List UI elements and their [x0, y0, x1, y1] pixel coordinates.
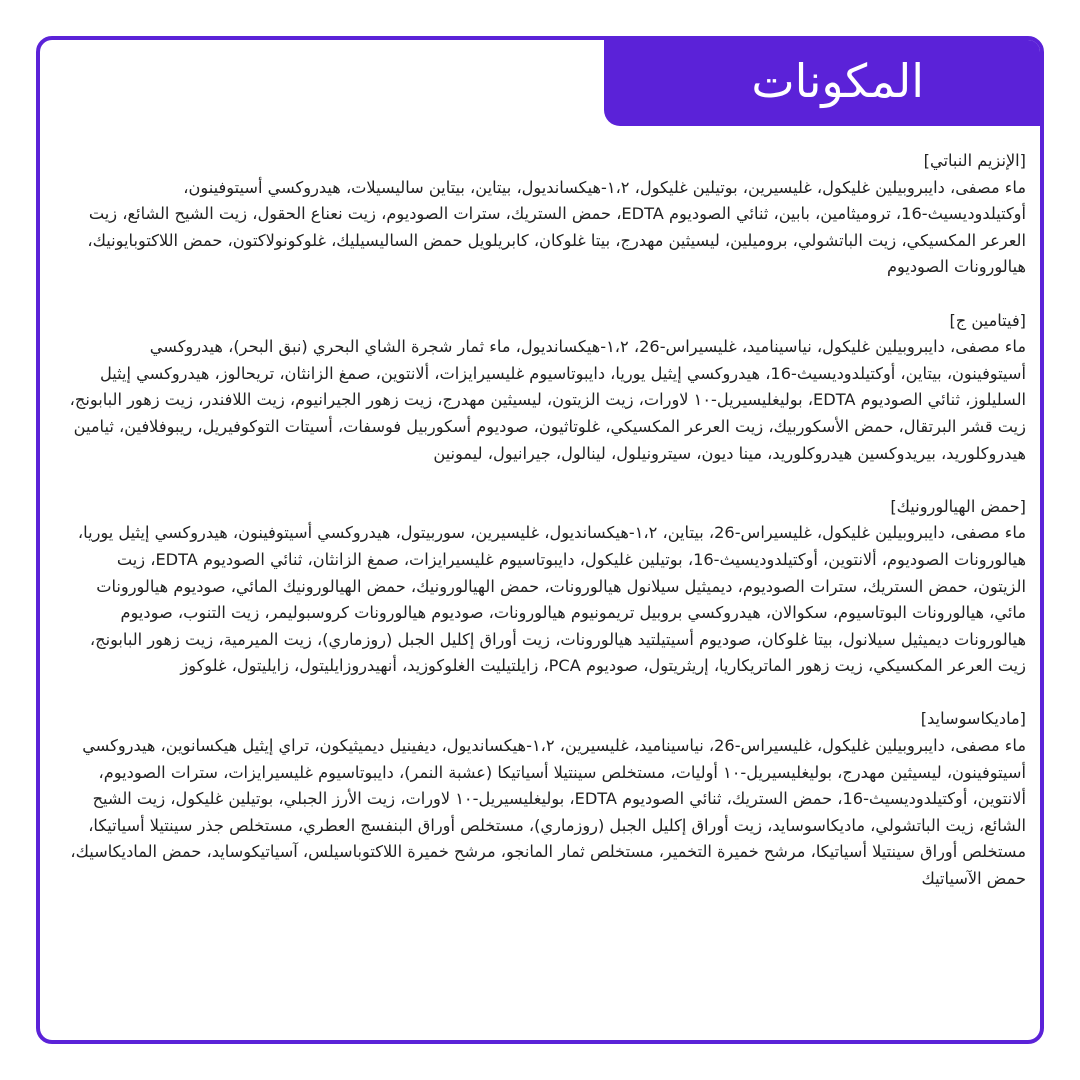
section-heading: [الإنزيم النباتي] [923, 151, 1026, 170]
page-title: المكونات [751, 54, 924, 108]
section-plant-enzyme [68, 148, 1026, 281]
ingredients-list [68, 148, 1026, 1020]
section-ingredients: ماء مصفى، دايبروبيلين غليكول، غليسيراس-26، نياسيناميد، غليسيرين، ١،٢-هيكسانديول، ديفينيل ديميثيكون، تراي إيثيل هيكسانوين، هيدروكسي أسيتوفينون، ليسيثين مهدرج، بوليغليسيريل-١٠ أوليات، مستخلص سينتيلا أسياتيكا (عشبة النمر)، دايبوتاسيوم غليسيرايزات، سترات الصوديوم، ألانتوين، أوكتيلدوديسيث-16، حمض الستريك، ثنائي الصوديوم EDTA، بوليغليسيريل-١٠ لاورات، زيت الأرز الجبلي، بوتيلين غليكول، زيت الشيح الشائع، زيت الباتشولي، ماديكاسوسايد، زيت أوراق إكليل الجبل (روزماري)، مستخلص أوراق البنفسج العطري، مستخلص جذر سينتيلا أسياتيكا، مستخلص أوراق سينتيلا أسياتيكا، مرشح خميرة التخمير، مستخلص ثمار المانجو، مرشح خميرة اللاكتوباسيلس، آسياتيكوسايد، حمض الماديكاسيك، حمض الآسياتيك [70, 736, 1026, 889]
section-vitamin-c [68, 308, 1026, 468]
section-madecassoside [68, 706, 1026, 892]
ingredients-card [36, 36, 1044, 1044]
title-banner [604, 36, 1044, 126]
section-heading: [فيتامين ج] [949, 310, 1026, 330]
section-ingredients: ماء مصفى، دايبروبيلين غليكول، نياسيناميد، غليسيراس-26، ١،٢-هيكسانديول، ماء ثمار شجرة الشاي البحري (نبق البحر)، هيدروكسي أسيتوفينون، بيتاين، أوكتيلدوديسيث-16، هيدروكسي إيثيل يوريا، دايبوتاسيوم غليسيرايزات، ألانتوين، صمغ الزانثان، تريحالوز، هيدروكسي إيثيل السليلوز، ثنائي الصوديوم EDTA، بوليغليسيريل-١٠ لاورات، زيت الزيتون، ليسيثين مهدرج، زيت زهور الجيرانيوم، زيت اللافندر، زيت زهور البابونج، زيت قشر البرتقال، حمض الأسكوربيك، زيت العرعر المكسيكي، غلوتاثيون، صوديوم أسكوربيل فوسفات، أسيتات التوكوفيريل، ريبوفلافين، ثيامين هيدروكلوريد، بيريدوكسين هيدروكلوريد، مينا ديون، سيترونيلول، لينالول، جيرانيول، ليمونين [69, 337, 1026, 463]
section-heading: [حمض الهيالورونيك] [890, 496, 1026, 516]
section-ingredients: ماء مصفى، دايبروبيلين غليكول، غليسيراس-26، بيتاين، ١،٢-هيكسانديول، غليسيرين، سوربيتول، هيدروكسي أسيتوفينون، هيدروكسي إيثيل يوريا، هيالورونات الصوديوم، ألانتوين، أوكتيلدوديسيث-16، بوتيلين غليكول، دايبوتاسيوم غليسيرايزات، صمغ الزانثان، ثنائي الصوديوم EDTA، زيت الزيتون، حمض الستريك، سترات الصوديوم، ديميثيل سيلانول هيالورونات، حمض الهيالورونيك، حمض الهيالورونيك المائي، صوديوم هيالورونات مائي، هيالورونات البوتاسيوم، سكوالان، هيدروكسي بروبيل تريمونيوم هيالورونات، صوديوم هيالورونات كروسبوليمر، زيت التنوب، صوديوم هيالورونات ديميثيل سيلانول، بيتا غلوكان، صوديوم أسيتيلتيد هيالورونات، زيت أوراق إكليل الجبل (روزماري)، زيت الميرمية، زيت زهور البابونج، زيت العرعر المكسيكي، زيت زهور الماتريكاريا، إريثريتول، صوديوم PCA، زايلتيليت الغلوكوزيد، أنهيدروزايليتول، زايليتول، غلوكوز [77, 523, 1026, 676]
section-heading: [ماديكاسوسايد] [920, 709, 1026, 729]
section-hyaluronic-acid [68, 494, 1026, 680]
section-ingredients: ماء مصفى، دايبروبيلين غليكول، غليسيرين، بوتيلين غليكول، ١،٢-هيكسانديول، بيتاين، بيتاين ساليسيلات، هيدروكسي أسيتوفينون، أوكتيلدوديسيث-16، ترومیثامین، بابین، ثنائي الصوديوم EDTA، حمض الستريك، سترات الصوديوم، زيت نعناع الحقول، زيت الشيح الشائع، زيت العرعر المكسيكي، زيت الباتشولي، بروميلين، ليسيثين مهدرج، بيتا غلوكان، كابريلويل حمض الساليسيليك، غلوكونولاكتون، حمض اللاكتوبايونيك، هيالورونات الصوديوم [87, 177, 1026, 277]
